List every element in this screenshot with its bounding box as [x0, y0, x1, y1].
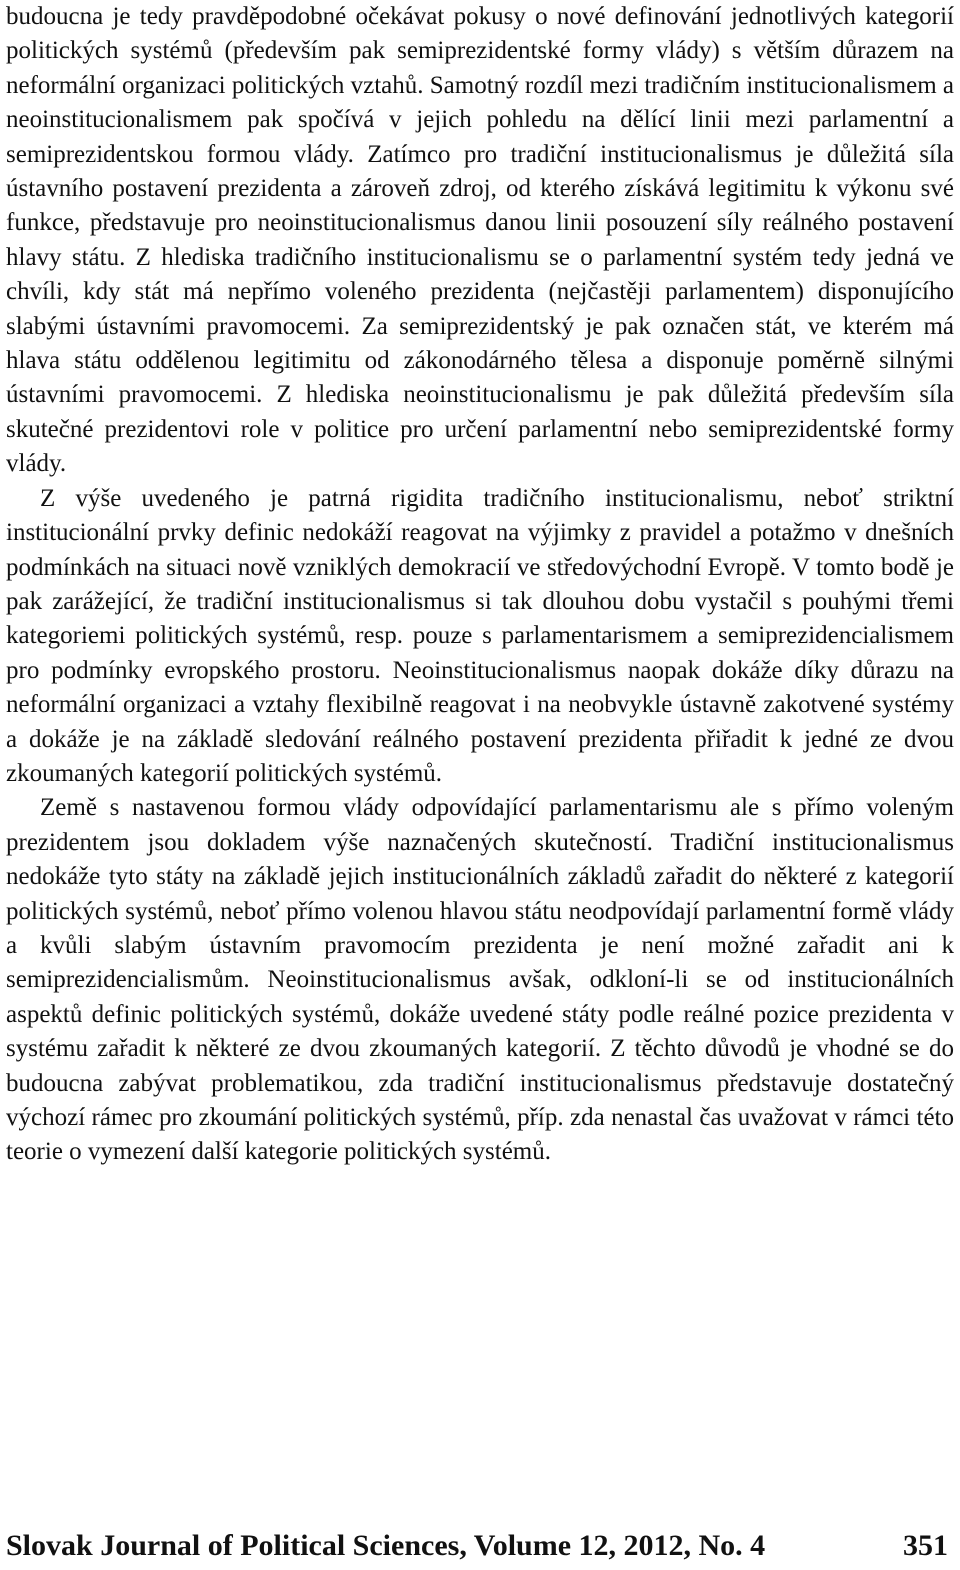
paragraph-2: Z výše uvedeného je patrná rigidita tradičního institucionalismu, neboť striktní institucionální prvky definic nedokáží reagovat na výjimky z pravidel a potažmo v dnešních podmínkách na situaci nově vzniklých demokracií ve středovýchodní Evropě. V tomto bodě je pak zarážející, že tradiční institucionalismus si tak dlouhou dobu vystačil s pouhými třemi kategoriemi politických systémů, resp. pouze s parlamentarismem a semiprezidencialismem pro podmínky evropského prostoru. Neoinstitucionalismus naopak dokáže díky důrazu na neformální organizaci a vztahy flexibilně reagovat i na neobvykle ústavně zakotvené systémy a dokáže je na základě sledování reálného postavení prezidenta přiřadit k jedné ze dvou zkoumaných kategorií politických systémů.	[6, 484, 954, 787]
journal-citation: Slovak Journal of Political Sciences, Volume 12, 2012, No. 4	[6, 1529, 766, 1562]
document-body	[6, 0, 954, 1170]
page-footer	[6, 1526, 948, 1566]
page-number: 351	[903, 1529, 948, 1562]
paragraph-1: budoucna je tedy pravděpodobné očekávat pokusy o nové definování jednotlivých kategorií politických systémů (především pak semiprezidentské formy vlády) s větším důrazem na neformální organizaci politických vztahů. Samotný rozdíl mezi tradičním institucionalismem a neoinstitucionalismem pak spočívá v jejich pohledu na dělící linii mezi parlamentní a semiprezidentskou formou vlády. Zatímco pro tradiční institucionalismus je důležitá síla ústavního postavení prezidenta a zároveň zdroj, od kterého získává legitimitu k výkonu své funkce, představuje pro neoinstitucionalismus danou linii posouzení síly reálného postavení hlavy státu. Z hlediska tradičního institucionalismu se o parlamentní systém tedy jedná ve chvíli, kdy stát má nepřímo voleného prezidenta (nejčastěji parlamentem) disponujícího slabými ústavními pravomocemi. Za semiprezidentský je pak označen stát, ve kterém má hlava státu oddělenou legitimitu od zákonodárného tělesa a disponuje poměrně silnými ústavními pravomocemi. Z hlediska neoinstitucionalismu je pak důležitá především síla skutečné prezidentovi role v politice pro určení parlamentní nebo semiprezidentské formy vlády.	[6, 3, 954, 478]
paragraph-3: Země s nastavenou formou vlády odpovídající parlamentarismu ale s přímo voleným prezidentem jsou dokladem výše naznačených skutečností. Tradiční institucionalismus nedokáže tyto státy na základě jejich institucionálních základů zařadit do některé z kategorií politických systémů, neboť přímo volenou hlavou státu neodpovídají parlamentní formě vlády a kvůli slabým ústavním pravomocím prezidenta je není možné zařadit ani k semiprezidencialismům. Neoinstitucionalismus avšak, odkloní-li se od institucionálních aspektů definic politických systémů, dokáže uvedené státy podle reálné pozice prezidenta v systému zařadit k některé ze dvou zkoumaných kategorií. Z těchto důvodů je vhodné se do budoucna zabývat problematikou, zda tradiční institucionalismus představuje dostatečný výchozí rámec pro zkoumání politických systémů, příp. zda nenastal čas uvažovat v rámci této teorie o vymezení další kategorie politických systémů.	[6, 794, 954, 1166]
